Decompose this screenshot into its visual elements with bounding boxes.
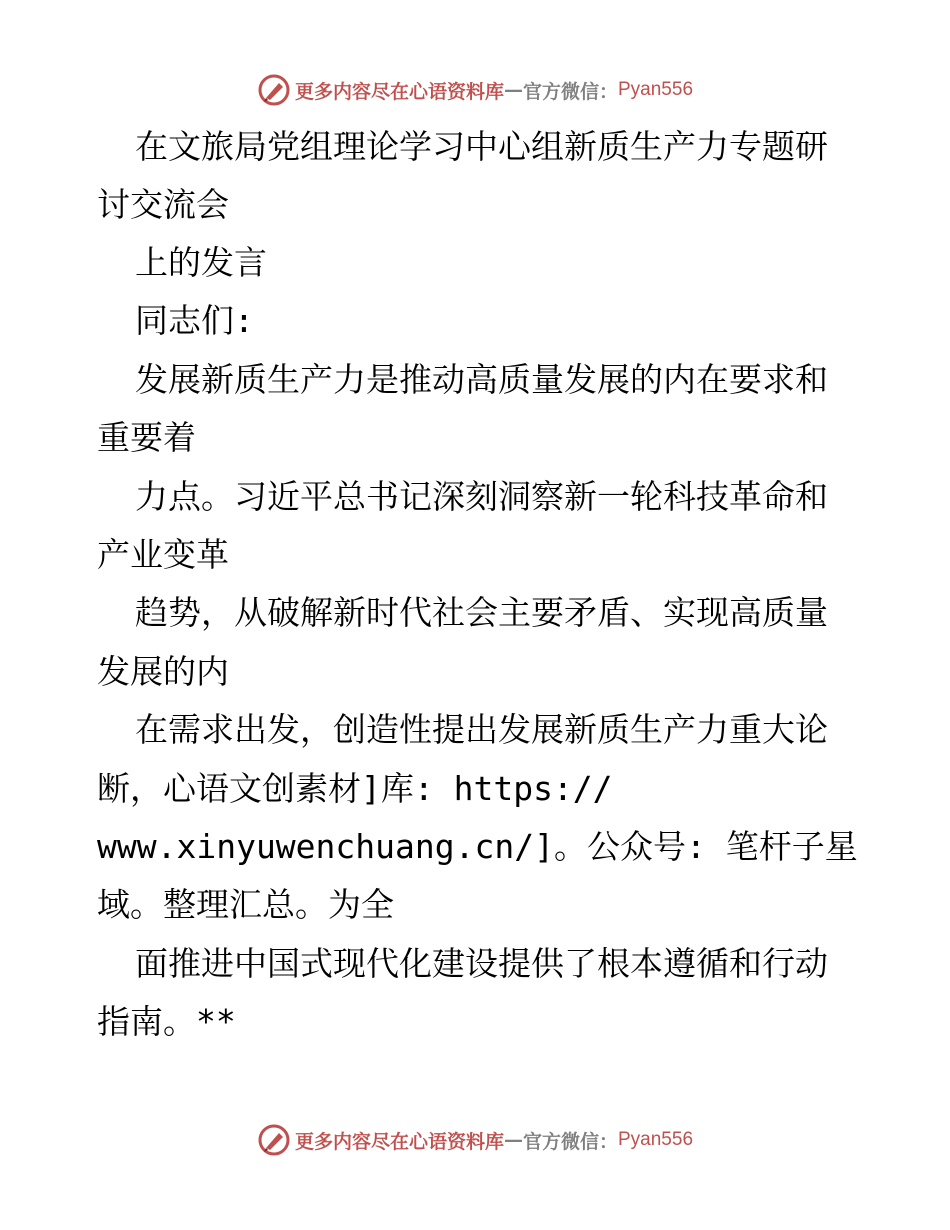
footer-banner-separator: — — [503, 1129, 523, 1151]
header-banner-separator: — — [503, 79, 523, 101]
doc-line: 趋势，从破解新时代社会主要矛盾、实现高质量 — [135, 593, 828, 632]
doc-line: 上的发言 — [135, 243, 267, 282]
footer-banner-text: 更多内容尽在心语资料库 — [294, 1130, 504, 1153]
pen-logo-icon — [257, 1123, 291, 1157]
header-wechat-label: 官方微信： — [522, 80, 618, 103]
doc-line: 力点。习近平总书记深刻洞察新一轮科技革命和 — [135, 477, 828, 516]
doc-line: www.xinyuwenchuang.cn/]。公众号: 笔杆子星 — [97, 827, 858, 866]
header-wechat-id: Pyan556 — [618, 79, 694, 100]
doc-line: 断，心语文创素材]库: https:// — [97, 769, 613, 808]
header-banner-text: 更多内容尽在心语资料库 — [294, 80, 504, 103]
doc-line: 指南。** — [97, 1002, 236, 1041]
pen-logo-icon — [257, 73, 291, 107]
doc-line: 在文旅局党组理论学习中心组新质生产力专题研 — [135, 127, 828, 166]
doc-line: 面推进中国式现代化建设提供了根本遵循和行动 — [135, 944, 828, 983]
header-banner — [0, 70, 950, 110]
doc-line: 发展的内 — [97, 652, 229, 691]
footer-wechat-label: 官方微信： — [522, 1130, 618, 1153]
doc-line: 发展新质生产力是推动高质量发展的内在要求和 — [135, 360, 828, 399]
doc-line: 域。整理汇总。为全 — [97, 885, 394, 924]
doc-line: 产业变革 — [97, 535, 229, 574]
doc-line: 在需求出发，创造性提出发展新质生产力重大论 — [135, 710, 828, 749]
doc-line: 同志们: — [135, 301, 254, 340]
footer-wechat-id: Pyan556 — [618, 1129, 694, 1150]
doc-line: 重要着 — [97, 418, 196, 457]
footer-banner — [0, 1120, 950, 1160]
doc-line: 讨交流会 — [97, 185, 229, 224]
